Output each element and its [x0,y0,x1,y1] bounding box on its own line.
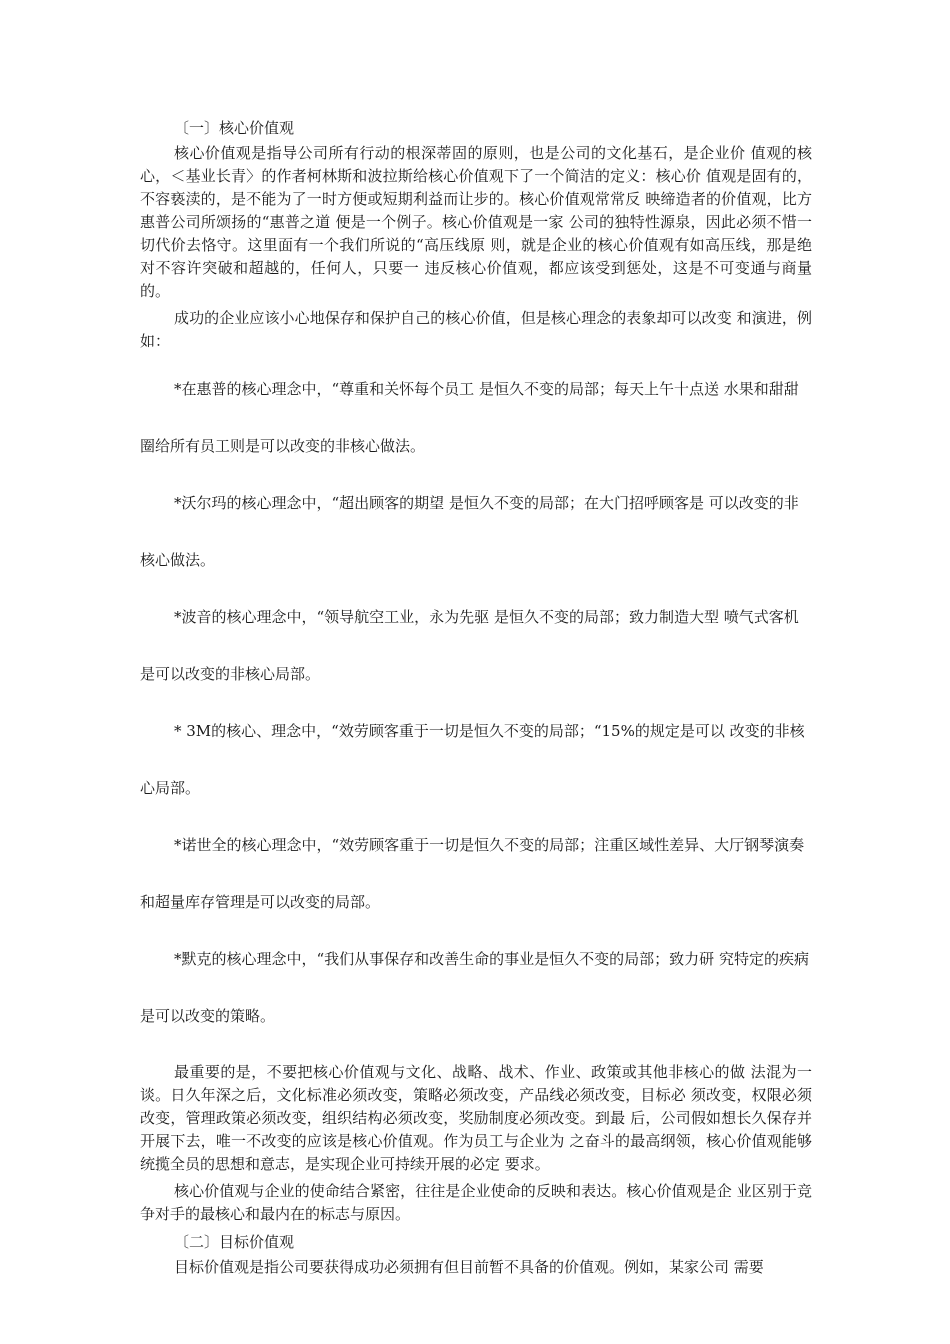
example-3m: * 3M的核心、理念中，“效劳顾客重于一切是恒久不变的局部；“15%的规定是可以 改变的非核心局部。 [140,722,805,797]
example-nordstrom: *诺世全的核心理念中，“效劳顾客重于一切是恒久不变的局部；注重区域性差异、大厅钢琴演奏和超量库存管理是可以改变的局部。 [140,836,805,911]
example-merck: *默克的核心理念中，“我们从事保存和改善生命的事业是恒久不变的局部；致力研 究特定的疾病是可以改变的策略。 [140,950,809,1025]
section-heading-target-values: 〔二〕目标价值观 [174,1233,295,1251]
example-hp: *在惠普的核心理念中，“尊重和关怀每个员工 是恒久不变的局部；每天上午十点送 水果和甜甜圈给所有员工则是可以改变的非核心做法。 [140,380,799,455]
paragraph-core-values-definition: 核心价值观是指导公司所有行动的根深蒂固的原则，也是公司的文化基石，是企业价 值观的核心，＜基业长青〉的作者柯林斯和波拉斯给核心价值观下了一个简洁的定义：核心价 值观是固有的，不容亵渎的，是不能为了一时方便或短期利益而让步的。核心价值观常常反 映缔造者的价值观，比方惠普公司所颂扬的“惠普之道 便是一个例子。核心价值观是一家 公司的独特性源泉，因此必须不惜一切代价去恪守。这里面有一个我们所说的“高压线原 则，就是企业的核心价值观有如高压线，那是绝对不容许突破和超越的，任何人，只要一 违反核心价值观，都应该受到惩处，这是不可变通与商量的。 [140,144,812,300]
examples-list [140,361,812,1045]
document-page [140,112,812,1283]
paragraph-target-values: 目标价值观是指公司要获得成功必须拥有但目前暂不具备的价值观。例如，某家公司 需要 [174,1258,764,1276]
paragraph-most-important: 最重要的是，不要把核心价值观与文化、战略、战术、作业、政策或其他非核心的做 法混为一谈。日久年深之后，文化标准必须改变，策略必须改变，产品线必须改变，目标必 须改变，权限必须改变，管理政策必须改变，组织结构必须改变，奖励制度必须改变。到最 后，公司假如想长久保存并开展下去，唯一不改变的应该是核心价值观。作为员工与企业为 之奋斗的最高纲领，核心价值观能够统揽全员的思想和意志，是实现企业可持续开展的必定 要求。 [140,1063,812,1173]
example-boeing: *波音的核心理念中，“领导航空工业，永为先驱 是恒久不变的局部；致力制造大型 喷气式客机是可以改变的非核心局部。 [140,608,799,683]
paragraph-core-values-change: 成功的企业应该小心地保存和保护自己的核心价值，但是核心理念的表象却可以改变 和演进，例如： [140,309,812,350]
example-walmart: *沃尔玛的核心理念中，“超出顾客的期望 是恒久不变的局部；在大门招呼顾客是 可以改变的非核心做法。 [140,494,799,569]
paragraph-mission-link: 核心价值观与企业的使命结合紧密，往往是企业使命的反映和表达。核心价值观是企 业区别于竞争对手的最核心和最内在的标志与原因。 [140,1182,812,1223]
section-heading-core-values: 〔一〕核心价值观 [174,119,295,137]
